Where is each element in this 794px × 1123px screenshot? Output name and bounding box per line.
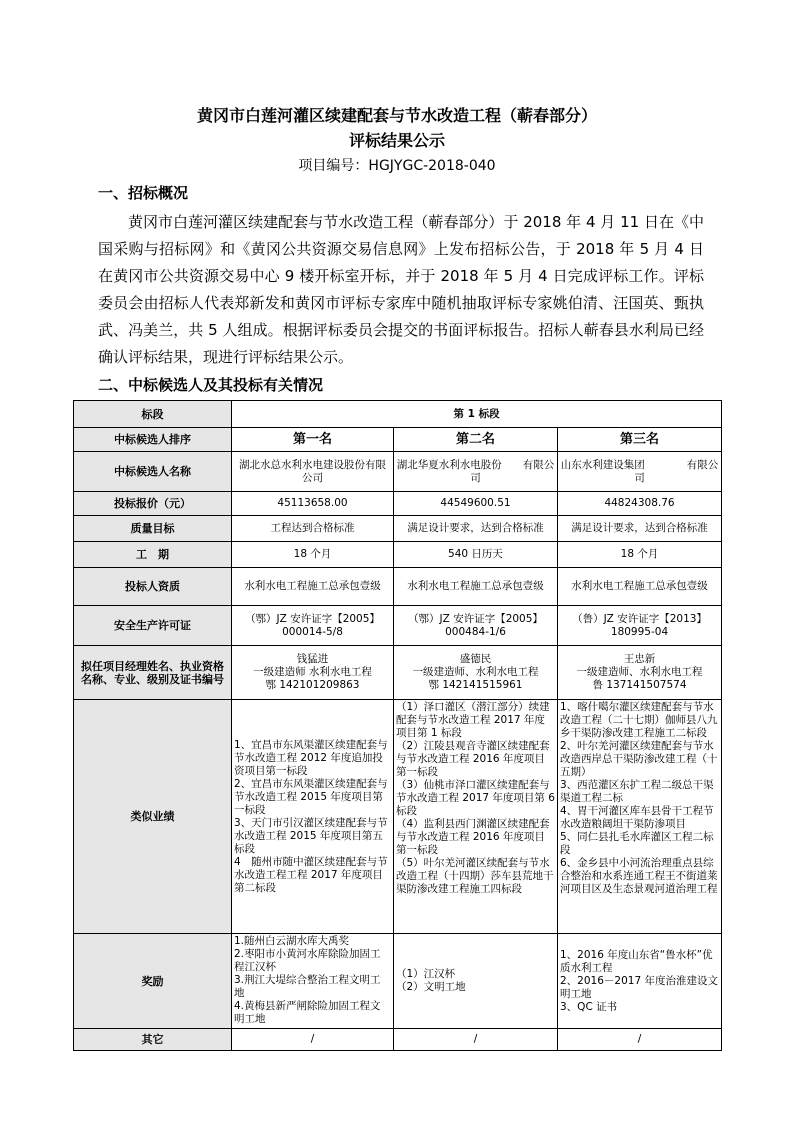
table-row-performance (74, 700, 722, 934)
label-performance: 类似业绩 (74, 700, 232, 934)
rank-2: 第二名 (394, 428, 558, 452)
table-row-qualification (74, 568, 722, 606)
table-row-quality (74, 516, 722, 542)
label-quality: 质量目标 (74, 516, 232, 542)
awards-1: 1.随州白云湖水库大禹奖 2.枣阳市小黄河水库除险加固工程江汉杯 3.荆江大堤综合整治工程文明工地 4.黄梅县新严闸除险加固工程文明工地 (232, 934, 394, 1029)
section-heading-candidates: 二、中标候选人及其投标有关情况 (98, 376, 324, 394)
other-2: / (394, 1029, 558, 1051)
label-rank: 中标候选人排序 (74, 428, 232, 452)
period-3: 18 个月 (558, 542, 722, 568)
rank-3: 第三名 (558, 428, 722, 452)
awards-3: 1、2016 年度山东省“鲁水杯”优质水利工程 2、2016－2017 年度治淮建设文明工地 3、QC 证书 (558, 934, 722, 1029)
performance-3: 1、喀什噶尔灌区续建配套与节水改造工程（二十七期）伽师县八九乡干渠防渗改建工程施工二标段 2、叶尔羌河灌区续建配套与节水改造西岸总干渠防渗改建工程（十五期） 3、西范灌区东扩工程二级总干渠渠道工程二标 4、胃干河灌区库车县骨干工程节水改造粮阔坦干渠防渗项目 5、同仁县扎毛水库灌区工程二标段 6、金乡县中小河流治理重点县综合整治和水系连通工程王不街道莱河项目区及生态景观河道治理工程 (558, 700, 722, 934)
label-awards: 奖励 (74, 934, 232, 1029)
label-name: 中标候选人名称 (74, 452, 232, 492)
table-row-period (74, 542, 722, 568)
table-row-manager (74, 646, 722, 700)
overview-paragraph: 黄冈市白莲河灌区续建配套与节水改造工程（蕲春部分）于 2018 年 4 月 11 日在《中国采购与招标网》和《黄冈公共资源交易信息网》上发布招标公告，于 2018 年 5 月 4 日在黄冈市公共资源交易中心 9 楼开标室开标，并于 2018 年 5 月 4 日完成评标工作。评标委员会由招标人代表郑新发和黄冈市评标专家库中随机抽取评标专家姚伯清、汪国英、甄执武、冯美兰，共 5 人组成。根据评标委员会提交的书面评标报告。招标人蕲春县水利局已经确认评标结果，现进行评标结果公示。 (98, 213, 704, 366)
qualification-2: 水利水电工程施工总承包壹级 (394, 568, 558, 606)
label-qualification: 投标人资质 (74, 568, 232, 606)
candidate-name-1: 湖北水总水利水电建设股份有限公司 (232, 452, 394, 492)
label-price: 投标报价（元） (74, 492, 232, 516)
manager-3: 王忠新 一级建造师、水利水电工程 鲁 137141507574 (558, 646, 722, 700)
price-2: 44549600.51 (394, 492, 558, 516)
candidate-name-2: 湖北华夏水利水电股份 有限公司 (394, 452, 558, 492)
table-row-other (74, 1029, 722, 1051)
price-1: 45113658.00 (232, 492, 394, 516)
section-value: 第 1 标段 (232, 401, 722, 428)
label-other: 其它 (74, 1029, 232, 1051)
table-row-price (74, 492, 722, 516)
document-subtitle: 评标结果公示 (348, 131, 445, 150)
project-code: 项目编号：HGJYGC-2018-040 (298, 158, 496, 174)
awards-2: （1）江汉杯 （2）文明工地 (394, 934, 558, 1029)
label-license: 安全生产许可证 (74, 606, 232, 646)
table-row-section (74, 401, 722, 428)
manager-2: 盛德民 一级建造师、水利水电工程 鄂 142141515961 (394, 646, 558, 700)
section-heading-overview: 一、招标概况 (98, 184, 189, 202)
qualification-3: 水利水电工程施工总承包壹级 (558, 568, 722, 606)
label-manager: 拟任项目经理姓名、执业资格名称、专业、级别及证书编号 (74, 646, 232, 700)
candidate-name-3: 山东水利建设集团 有限公司 (558, 452, 722, 492)
rank-1: 第一名 (232, 428, 394, 452)
manager-1: 钱猛进 一级建造师 水利水电工程 鄂 142101209863 (232, 646, 394, 700)
table-row-rank (74, 428, 722, 452)
table-row-name (74, 452, 722, 492)
quality-2: 满足设计要求，达到合格标准 (394, 516, 558, 542)
license-3: （鲁）JZ 安许证字【2013】180995-04 (558, 606, 722, 646)
period-1: 18 个月 (232, 542, 394, 568)
other-3: / (558, 1029, 722, 1051)
candidates-table (73, 400, 722, 1051)
document-title: 黄冈市白莲河灌区续建配套与节水改造工程（蕲春部分） (196, 106, 597, 125)
period-2: 540 日历天 (394, 542, 558, 568)
table-row-license (74, 606, 722, 646)
license-2: （鄂）JZ 安许证字【2005】000484-1/6 (394, 606, 558, 646)
quality-1: 工程达到合格标准 (232, 516, 394, 542)
table-row-awards (74, 934, 722, 1029)
performance-2: （1）泽口灌区（潜江部分）续建配套与节水改造工程 2017 年度项目第 1 标段 （2）江陵县观音寺灌区续建配套与节水改造工程 2016 年度项目第一标段 （3）仙桃市泽口灌区续建配套与节水改造工程 2017 年度项目第 6 标段 （4）监利县西门渊灌区续建配套与节水改造工程 2016 年度项目第一标段 （5）叶尔羌河灌区续配套与节水改造工程（十四期）莎车县荒地干渠防渗改建工程施工四标段 (394, 700, 558, 934)
price-3: 44824308.76 (558, 492, 722, 516)
license-1: （鄂）JZ 安许证字【2005】000014-5/8 (232, 606, 394, 646)
label-period: 工 期 (74, 542, 232, 568)
label-section: 标段 (74, 401, 232, 428)
qualification-1: 水利水电工程施工总承包壹级 (232, 568, 394, 606)
performance-1: 1、宜昌市东风渠灌区续建配套与节水改造工程 2012 年度追加投资项目第一标段 2、宜昌市东风渠灌区续建配套与节水改造工程 2015 年度项目第一标段 3、天门市引汉灌区续建配套与节水改造工程 2015 年度项目第五标段 4 随州市随中灌区续建配套与节水改造工程工程 2017 年度项目第二标段 (232, 700, 394, 934)
other-1: / (232, 1029, 394, 1051)
quality-3: 满足设计要求，达到合格标准 (558, 516, 722, 542)
